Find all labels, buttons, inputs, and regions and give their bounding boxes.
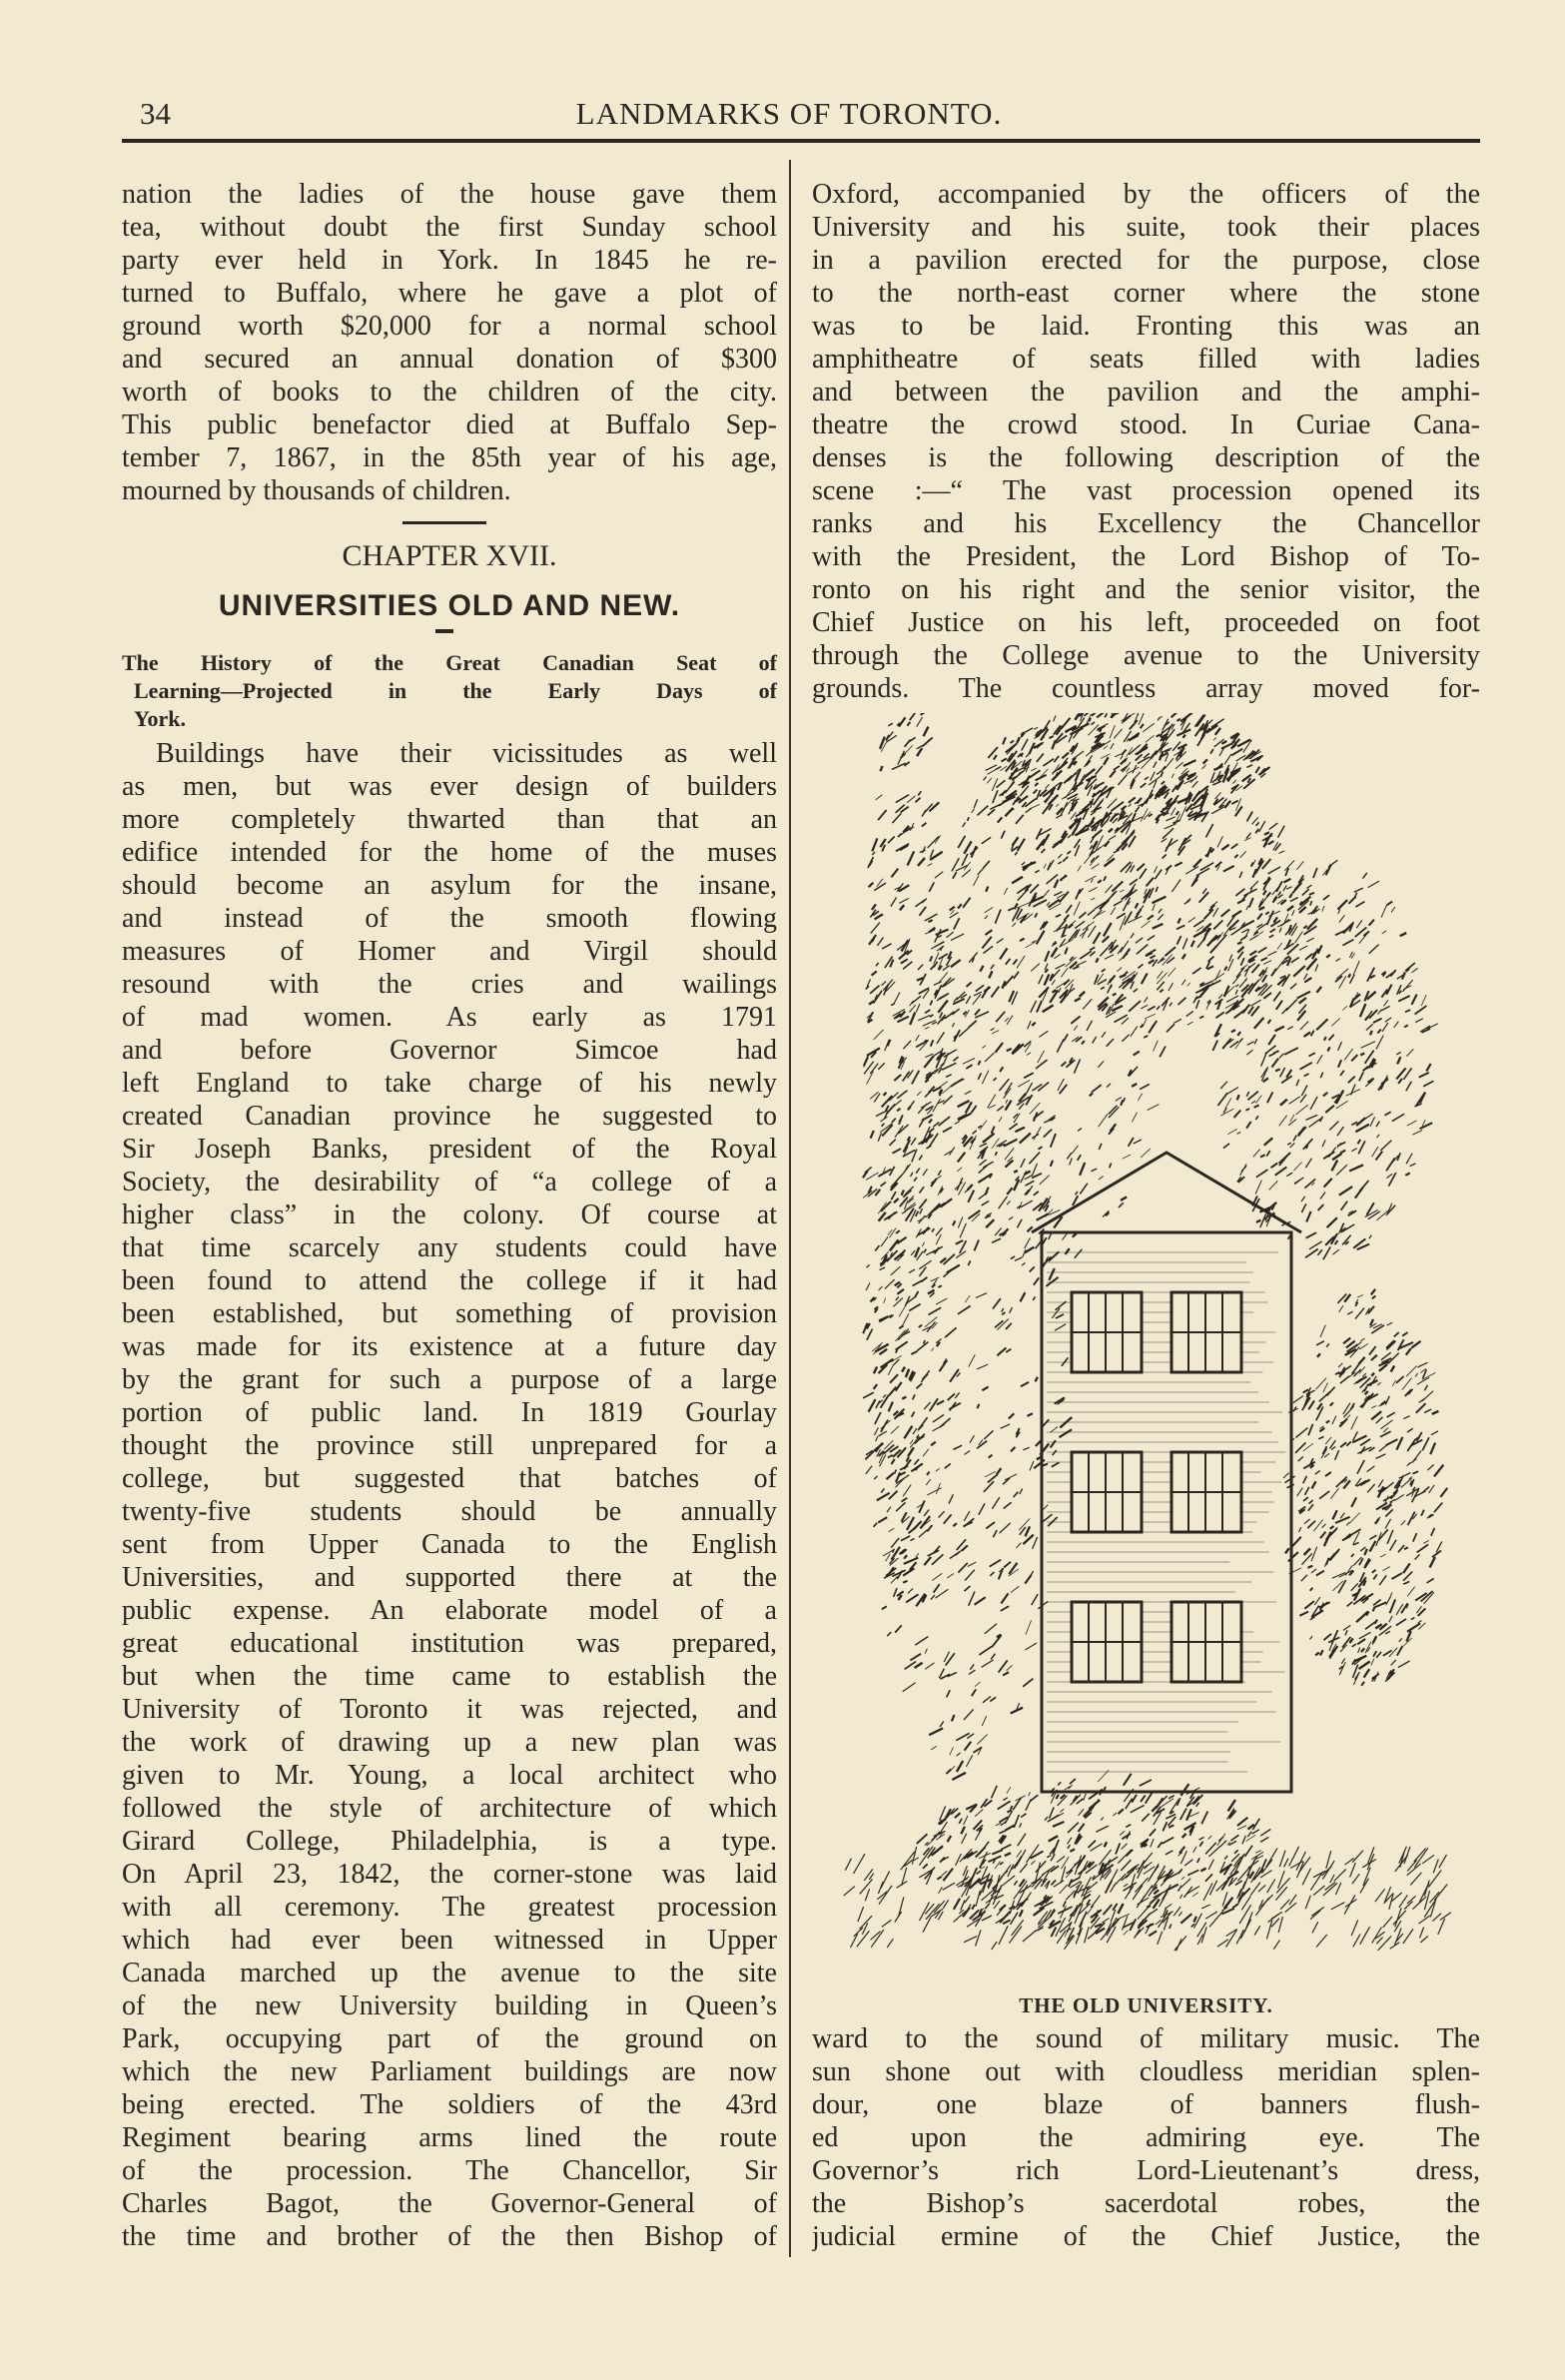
text-line: which the new Parliament buildings are now: [122, 2056, 777, 2087]
text-line: Canada marched up the avenue to the site: [122, 1958, 777, 1988]
text-line: but when the time came to establish the: [122, 1661, 777, 1692]
text-line: resound with the cries and wailings: [122, 969, 777, 1000]
text-line: the work of drawing up a new plan was: [122, 1727, 777, 1758]
title-dash: [435, 629, 453, 633]
text-line: University and his suite, took their places: [812, 212, 1480, 243]
text-line: of the procession. The Chancellor, Sir: [122, 2155, 777, 2186]
text-line: Girard College, Philadelphia, is a type.: [122, 1826, 777, 1857]
text-line: nation the ladies of the house gave them: [122, 179, 777, 210]
text-line: This public benefactor died at Buffalo Sep-: [122, 409, 777, 440]
chapter-rule: [402, 521, 486, 524]
text-line: Society, the desirability of “a college of a: [122, 1167, 777, 1197]
text-line: Chief Justice on his left, proceeded on foot: [812, 607, 1480, 638]
text-line: party ever held in York. In 1845 he re-: [122, 245, 777, 276]
text-line: Sir Joseph Banks, president of the Royal: [122, 1134, 777, 1165]
text-line: turned to Buffalo, where he gave a plot of: [122, 278, 777, 309]
text-line: and before Governor Simcoe had: [122, 1035, 777, 1066]
text-line: and instead of the smooth flowing: [122, 903, 777, 934]
text-line: was made for its existence at a future day: [122, 1331, 777, 1362]
text-line: which had ever been witnessed in Upper: [122, 1925, 777, 1956]
text-line: ward to the sound of military music. The: [812, 2023, 1480, 2054]
text-line: and secured an annual donation of $300: [122, 344, 777, 375]
left-column-body: [122, 737, 777, 2253]
running-title: LANDMARKS OF TORONTO.: [575, 96, 1003, 131]
text-line: worth of books to the children of the city.: [122, 377, 777, 407]
text-line: as men, but was ever design of builders: [122, 771, 777, 802]
text-line: twenty-five students should be annually: [122, 1496, 777, 1527]
text-line: was to be laid. Fronting this was an: [812, 311, 1480, 342]
chapter-number: CHAPTER XVII.: [342, 539, 557, 572]
text-line: Oxford, accompanied by the officers of the: [812, 179, 1480, 210]
text-line: amphitheatre of seats filled with ladies: [812, 344, 1480, 375]
text-line: Charles Bagot, the Governor-General of: [122, 2188, 777, 2219]
text-line: Regiment bearing arms lined the route: [122, 2122, 777, 2153]
text-line: left England to take charge of his newly: [122, 1068, 777, 1099]
chapter-subheading: [122, 649, 777, 733]
text-line: On April 23, 1842, the corner-stone was laid: [122, 1859, 777, 1890]
text-line: judicial ermine of the Chief Justice, the: [812, 2221, 1480, 2252]
text-line: ed upon the admiring eye. The: [812, 2122, 1480, 2153]
text-line: the time and brother of the then Bishop of: [122, 2221, 777, 2252]
text-line: created Canadian province he suggested to: [122, 1101, 777, 1132]
text-line: public expense. An elaborate model of a: [122, 1595, 777, 1626]
text-line: college, but suggested that batches of: [122, 1463, 777, 1494]
text-line: higher class” in the colony. Of course at: [122, 1199, 777, 1230]
column-divider: [789, 160, 791, 2257]
text-line: dour, one blaze of banners flush-: [812, 2089, 1480, 2120]
right-column-top: [812, 178, 1480, 705]
text-line: edifice intended for the home of the muses: [122, 837, 777, 868]
subheading-line: Learning—Projected in the Early Days of: [134, 678, 777, 703]
text-line: more completely thwarted than that an: [122, 804, 777, 835]
old-university-engraving: [842, 713, 1465, 1962]
text-line: of mad women. As early as 1791: [122, 1002, 777, 1033]
chapter-title: UNIVERSITIES OLD AND NEW.: [218, 589, 681, 622]
text-line: Governor’s rich Lord-Lieutenant’s dress,: [812, 2155, 1480, 2186]
text-line: been established, but something of provision: [122, 1298, 777, 1329]
text-line: followed the style of architecture of which: [122, 1793, 777, 1824]
text-line: sent from Upper Canada to the English: [122, 1529, 777, 1560]
text-line: University of Toronto it was rejected, and: [122, 1694, 777, 1725]
right-column-bottom: [812, 2022, 1480, 2253]
text-line: ranks and his Excellency the Chancellor: [812, 508, 1480, 539]
text-line: with all ceremony. The greatest procession: [122, 1892, 777, 1923]
text-line: given to Mr. Young, a local architect who: [122, 1760, 777, 1791]
text-line: ronto on his right and the senior visitor, the: [812, 574, 1480, 605]
text-line: scene :—“ The vast procession opened its: [812, 475, 1480, 506]
text-line: Park, occupying part of the ground on: [122, 2023, 777, 2054]
text-line: tember 7, 1867, in the 85th year of his age,: [122, 442, 777, 473]
text-line: denses is the following description of the: [812, 442, 1480, 473]
text-line: great educational institution was prepared,: [122, 1628, 777, 1659]
text-line: with the President, the Lord Bishop of To-: [812, 541, 1480, 572]
text-line: the Bishop’s sacerdotal robes, the: [812, 2188, 1480, 2219]
text-line: portion of public land. In 1819 Gourlay: [122, 1397, 777, 1428]
text-line: been found to attend the college if it had: [122, 1265, 777, 1296]
text-line: Universities, and supported there at the: [122, 1562, 777, 1593]
text-line: by the grant for such a purpose of a large: [122, 1364, 777, 1395]
page-number: 34: [140, 96, 171, 131]
text-line: being erected. The soldiers of the 43rd: [122, 2089, 777, 2120]
text-line: that time scarcely any students could have: [122, 1232, 777, 1263]
text-line: of the new University building in Queen’s: [122, 1990, 777, 2021]
text-line: should become an asylum for the insane,: [122, 870, 777, 901]
text-line: sun shone out with cloudless meridian splen-: [812, 2056, 1480, 2087]
subheading-line: The History of the Great Canadian Seat of: [122, 650, 777, 675]
text-line: mourned by thousands of children.: [122, 475, 511, 506]
subheading-line: York.: [134, 706, 186, 731]
text-line: Buildings have their vicissitudes as well: [156, 738, 777, 769]
header-rule: [122, 139, 1480, 143]
text-line: in a pavilion erected for the purpose, close: [812, 245, 1480, 276]
text-line: measures of Homer and Virgil should: [122, 936, 777, 967]
text-line: ground worth $20,000 for a normal school: [122, 311, 777, 342]
text-line: thought the province still unprepared for a: [122, 1430, 777, 1461]
left-column-continuation: [122, 178, 777, 507]
text-line: through the College avenue to the University: [812, 640, 1480, 671]
text-line: and between the pavilion and the amphi-: [812, 377, 1480, 407]
text-line: tea, without doubt the first Sunday school: [122, 212, 777, 243]
text-line: theatre the crowd stood. In Curiae Cana-: [812, 409, 1480, 440]
illustration-caption: THE OLD UNIVERSITY.: [1019, 1993, 1273, 2017]
text-line: grounds. The countless array moved for-: [812, 673, 1480, 704]
text-line: to the north-east corner where the stone: [812, 278, 1480, 309]
